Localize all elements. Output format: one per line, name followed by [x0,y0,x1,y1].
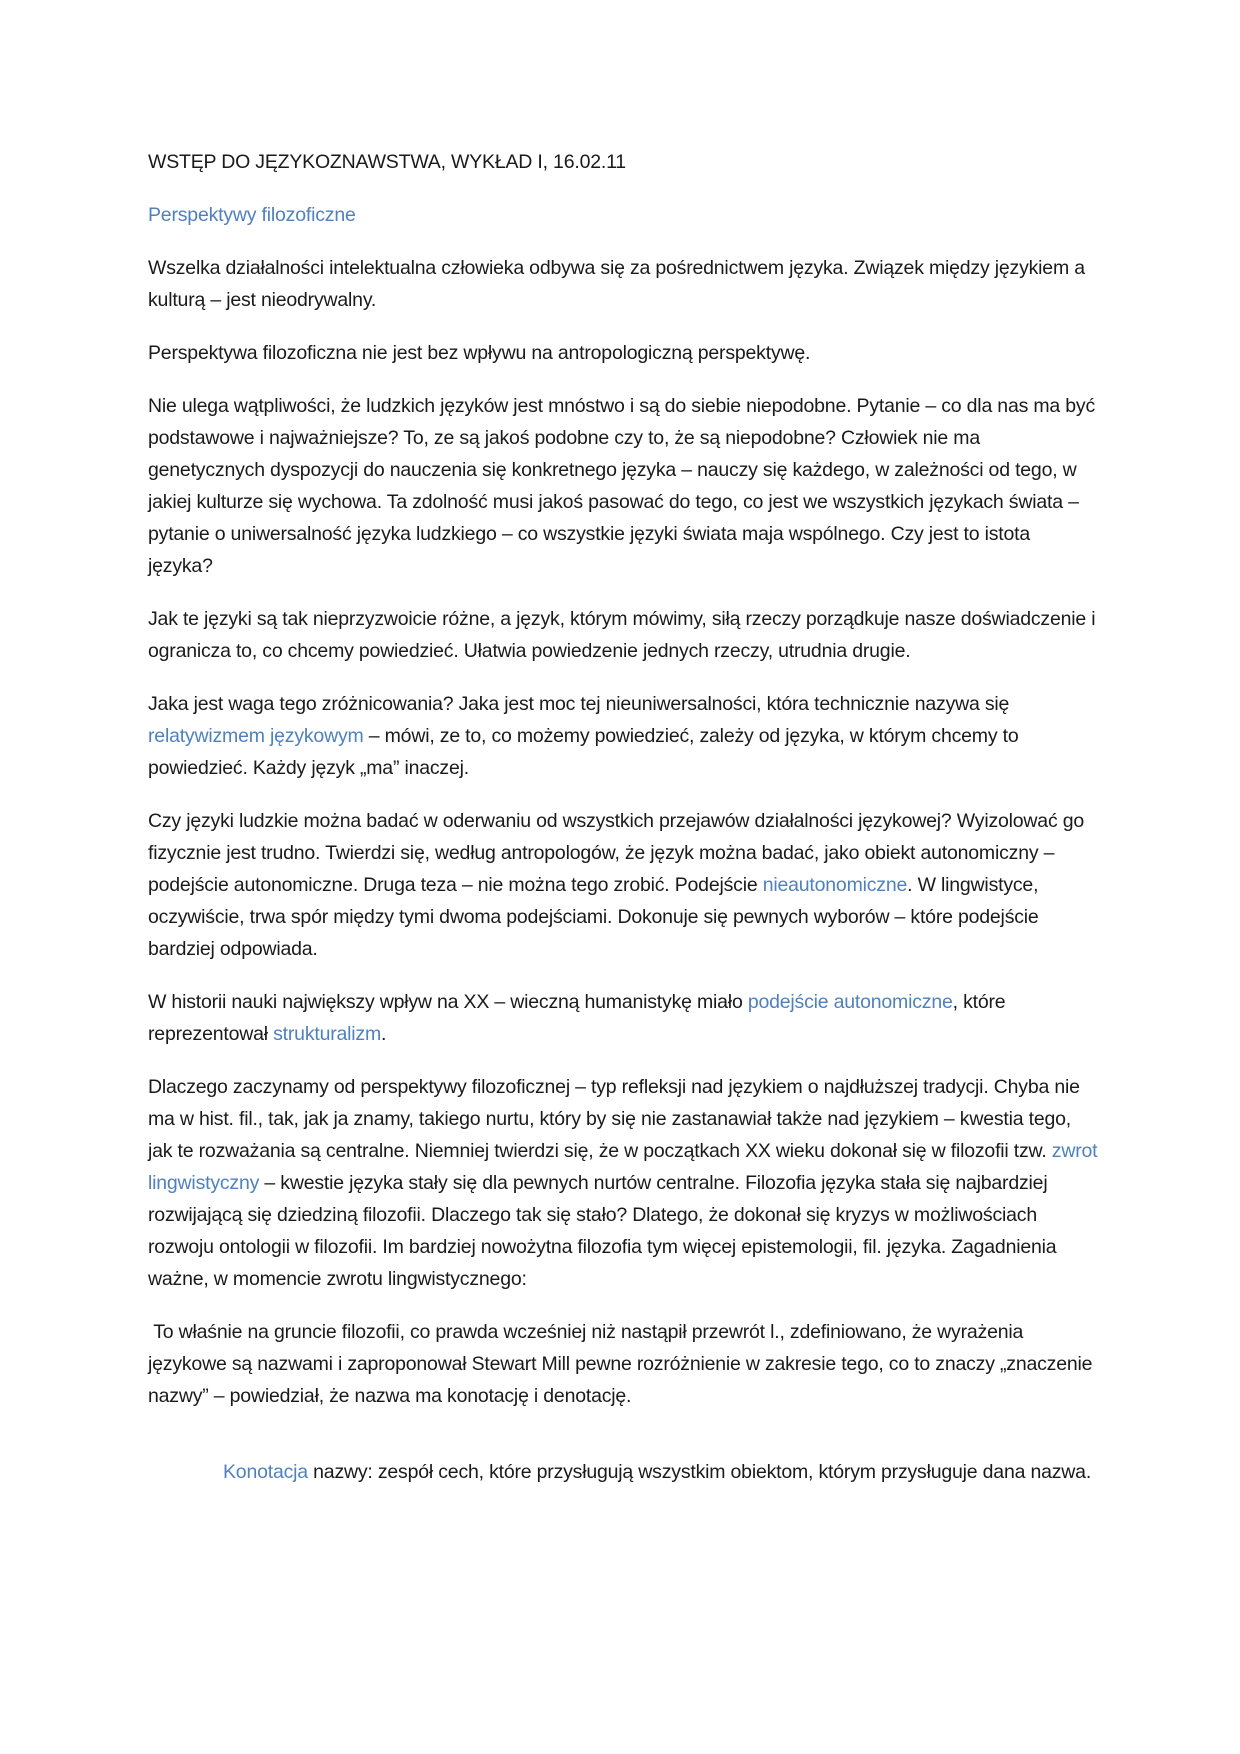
term-nieautonomiczne: nieautonomiczne [762,874,908,896]
paragraph-6-text-before: Czy języki ludzkie można badać w oderwaniu od wszystkich przejawów działalności językowej? Wyizolować go fizycznie jest trudno. Twierdzi się, według antropologów, że język można badać, jako obiekt autonomiczny – podejście autonomiczne. Druga teza – nie można tego zrobić. Podejście [148,810,1085,896]
section-heading: Perspektywy filozoficzne [148,204,356,226]
paragraph-7-text-after: . [381,1023,387,1045]
paragraph-8 [148,1071,1098,1295]
paragraph-1: Wszelka działalności intelektualna człowieka odbywa się za pośrednictwem języka. Związek między językiem a kulturą – jest nieodrywalny. [148,257,1085,311]
paragraph-9: To właśnie na gruncie filozofii, co prawda wcześniej niż nastąpił przewrót l., zdefiniowano, że wyrażenia językowe są nazwami i zaproponował Stewart Mill pewne rozróżnienie w zakresie tego, co to znaczy „znaczenie nazwy” – powiedział, że nazwa ma konotację i denotację. [148,1321,1098,1407]
term-podejscie-autonomiczne: podejście autonomiczne [747,991,953,1013]
term-strukturalizm: strukturalizm [273,1023,382,1045]
paragraph-5 [148,688,1098,784]
paragraph-7-text-middle: , które reprezentował [148,991,1006,1045]
paragraph-2: Perspektywa filozoficzna nie jest bez wpływu na antropologiczną perspektywę. [148,342,811,364]
document-title: WSTĘP DO JĘZYKOZNAWSTWA, WYKŁAD I, 16.02.11 [148,151,626,173]
term-konotacja: Konotacja [223,1461,308,1483]
paragraph-6-text-after: . W lingwistyce, oczywiście, trwa spór między tymi dwoma podejściami. Dokonuje się pewnych wyborów – które podejście bardziej odpowiada. [148,874,1039,960]
paragraph-5-text-after: – mówi, ze to, co możemy powiedzieć, zależy od języka, w którym chcemy to powiedzieć. Każdy język „ma” inaczej. [148,725,1019,779]
paragraph-7 [148,986,1098,1050]
paragraph-10-text-after: nazwy: zespół cech, które przysługują wszystkim obiektom, którym przysługuje dana nazwa. [307,1461,1092,1483]
paragraph-3: Nie ulega wątpliwości, że ludzkich języków jest mnóstwo i są do siebie niepodobne. Pytanie – co dla nas ma być podstawowe i najważniejsze? To, ze są jakoś podobne czy to, że są niepodobne? Człowiek nie ma genetycznych dyspozycji do nauczenia się konkretnego języka – nauczy się każdego, w zależności od tego, w jakiej kulturze się wychowa. Ta zdolność musi jakoś pasować do tego, co jest we wszystkich językach świata – pytanie o uniwersalność języka ludzkiego – co wszystkie języki świata maja wspólnego. Czy jest to istota języka? [148,395,1096,577]
paragraph-4: Jak te języki są tak nieprzyzwoicie różne, a język, którym mówimy, siłą rzeczy porządkuje nasze doświadczenie i ogranicza to, co chcemy powiedzieć. Ułatwia powiedzenie jednych rzeczy, utrudnia drugie. [148,608,1096,662]
document-body [148,146,1098,1509]
paragraph-5-text-before: Jaka jest waga tego zróżnicowania? Jaka jest moc tej nieuniwersalności, która technicznie nazywa się [148,693,1010,715]
paragraph-8-text-after: – kwestie języka stały się dla pewnych nurtów centralne. Filozofia języka stała się najbardziej rozwijającą się dziedziną filozofii. Dlaczego tak się stało? Dlatego, że dokonał się kryzys w możliwościach rozwoju ontologii w filozofii. Im bardziej nowożytna filozofia tym więcej epistemologii, fil. języka. Zagadnienia ważne, w momencie zwrotu lingwistycznego: [148,1172,1057,1290]
paragraph-6 [148,805,1098,965]
term-zwrot-lingwistyczny: zwrot lingwistyczny [148,1140,1098,1194]
paragraph-7-text-before: W historii nauki największy wpływ na XX – wieczną humanistykę miało [148,991,748,1013]
paragraph-10 [148,1456,1098,1488]
paragraph-8-text-before: Dlaczego zaczynamy od perspektywy filozoficznej – typ refleksji nad językiem o najdłuższej tradycji. Chyba nie ma w hist. fil., tak, jak ja znamy, takiego nurtu, który by się nie zastanawiał także nad językiem – kwestia tego, jak te rozważania są centralne. Niemniej twierdzi się, że w początkach XX wieku dokonał się w filozofii tzw. [148,1076,1080,1162]
term-relatywizm-jezykowy: relatywizmem językowym [148,725,364,747]
